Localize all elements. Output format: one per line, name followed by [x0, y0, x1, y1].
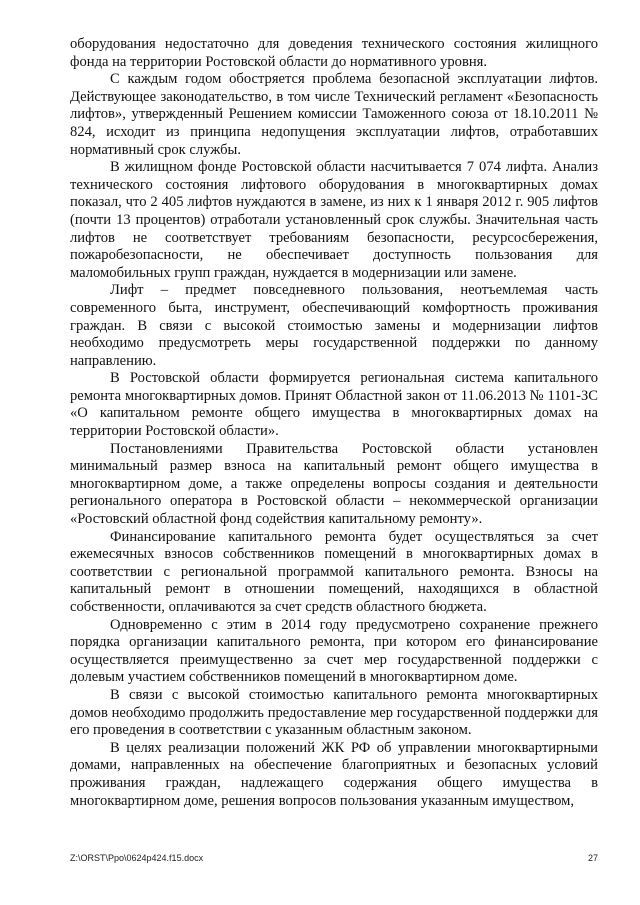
paragraph-lift-safety: С каждым годом обостряется проблема безопасной эксплуатации лифтов. Действующее законодательство, в том числе Технический регламент «Безопасность лифтов», утвержденный Решением комиссии Таможенного союза от 18.10.2011 № 824, исходит из принципа недопущения эксплуатации лифтов, отработавших нормативный срок службы.: [70, 71, 598, 158]
paragraph-state-support: В связи с высокой стоимостью капитального ремонта многоквартирных домов необходимо продолжить предоставление мер государственной поддержки для его проведения в соответствии с указанным областным законом.: [70, 686, 598, 739]
document-body: [70, 36, 598, 810]
paragraph-housing-code: В целях реализации положений ЖК РФ об управлении многоквартирными домами, направленных на обеспечение благоприятных и безопасных условий проживания граждан, надлежащего содержания общего имущества в многоквартирном доме, решения вопросов пользования указанным имуществом,: [70, 739, 598, 809]
page-number: 27: [587, 853, 598, 863]
footer-file-path: Z:\ORST\Ppo\0624p424.f15.docx: [70, 853, 204, 863]
page-footer: [70, 853, 598, 867]
paragraph-2014-procedure: Одновременно с этим в 2014 году предусмотрено сохранение прежнего порядка организации капитального ремонта, при котором его финансирование осуществляется преимущественно за счет мер государственной поддержки с долевым участием собственников помещений в многоквартирном доме.: [70, 616, 598, 686]
paragraph-financing: Финансирование капитального ремонта будет осуществляться за счет ежемесячных взносов собственников помещений в многоквартирных домах в соответствии с региональной программой капитального ремонта. Взносы на капитальный ремонт в отношении помещений, находящихся в областной собственности, оплачиваются за счет средств областного бюджета.: [70, 528, 598, 615]
paragraph-government-resolutions: Постановлениями Правительства Ростовской области установлен минимальный размер взноса на капитальный ремонт общего имущества в многоквартирном доме, а также определены вопросы создания и деятельности регионального оператора в Ростовской области – некоммерческой организации «Ростовский областной фонд содействия капитальному ремонту».: [70, 440, 598, 528]
paragraph-continuation: оборудования недостаточно для доведения технического состояния жилищного фонда на территории Ростовской области до нормативного уровня.: [70, 36, 598, 70]
paragraph-lift-statistics: В жилищном фонде Ростовской области насчитывается 7 074 лифта. Анализ технического состояния лифтового оборудования в многоквартирных домах показал, что 2 405 лифтов нуждаются в замене, из них к 1 января 2012 г. 905 лифтов (почти 13 процентов) отработали установленный срок службы. Значительная часть лифтов не соответствует требованиям безопасности, ресурсосбережения, пожаробезопасности, не обеспечивает доступность пользования для маломобильных групп граждан, нуждается в модернизации или замене.: [70, 159, 598, 281]
paragraph-regional-system: В Ростовской области формируется региональная система капитального ремонта многоквартирных домов. Принят Областной закон от 11.06.2013 № 1101-ЗС «О капитальном ремонте общего имущества в многоквартирных домах на территории Ростовской области».: [70, 370, 598, 440]
paragraph-lift-support: Лифт – предмет повседневного пользования, неотъемлемая часть современного быта, инструмент, обеспечивающий комфортность проживания граждан. В связи с высокой стоимостью замены и модернизации лифтов необходимо предусмотреть меры государственной поддержки по данному направлению.: [70, 282, 598, 369]
